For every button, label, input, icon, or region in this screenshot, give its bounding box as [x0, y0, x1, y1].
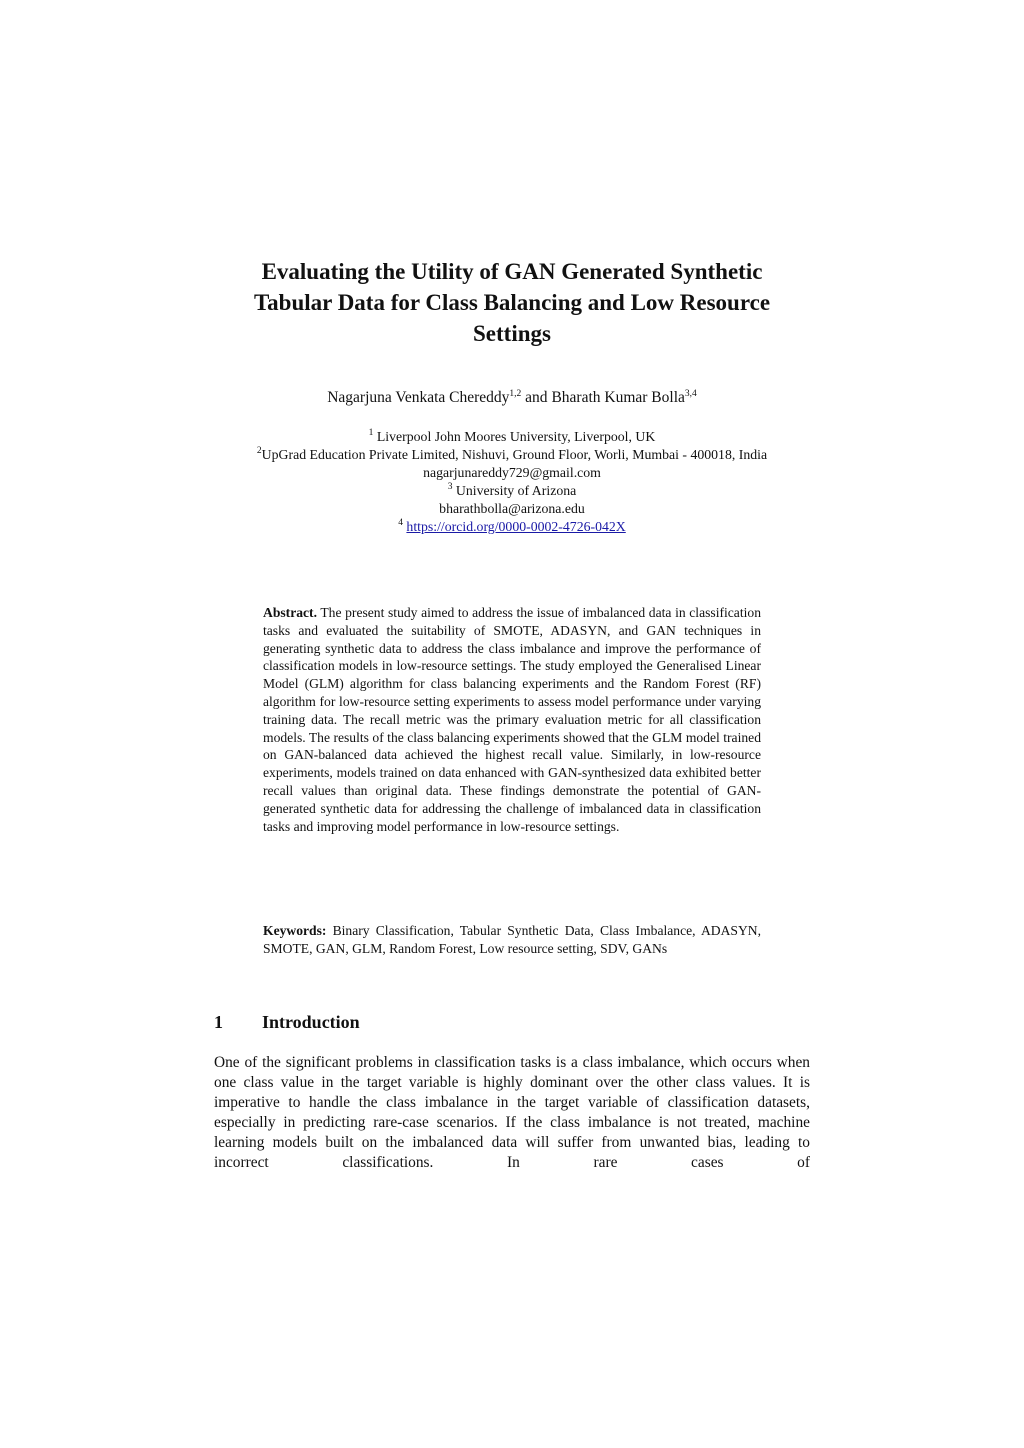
author-affiliation-marker: 3,4	[684, 389, 697, 399]
section-number: 1	[214, 1012, 223, 1032]
affiliations	[150, 428, 874, 536]
intro-paragraph: One of the significant problems in classification tasks is a class imbalance, which occurs when one class value in the target variable is highly dominant over the other class values. It is imperative to handle the class imbalance in the target variable of classification datasets, especially in predicting rare-case scenarios. If the class imbalance is not treated, machine learning models built on the imbalanced data will suffer from unwanted bias, leading to incorrect classifications. In rare cases of	[214, 1054, 810, 1171]
title-line: Settings	[473, 321, 551, 346]
abstract	[263, 604, 761, 835]
affiliation-line	[150, 482, 874, 500]
author-name: Nagarjuna Venkata Chereddy	[327, 389, 510, 406]
author-list	[150, 388, 874, 408]
affiliation-line	[150, 428, 874, 446]
author-name: Bharath Kumar Bolla	[551, 389, 685, 406]
affiliation-text: Liverpool John Moores University, Liverpool, UK	[373, 429, 656, 444]
paper-title	[200, 256, 824, 349]
affiliation-marker: 2	[256, 446, 262, 456]
section-heading	[214, 1011, 810, 1033]
email-line: bharathbolla@arizona.edu	[439, 501, 585, 516]
author-conjunction: and	[521, 389, 552, 406]
orcid-line	[150, 518, 874, 536]
keywords-text: Binary Classification, Tabular Synthetic Data, Class Imbalance, ADASYN, SMOTE, GAN, GLM, Random Forest, Low resource setting, SDV, GANs	[263, 923, 761, 956]
title-line: Tabular Data for Class Balancing and Low Resource	[253, 290, 771, 315]
keywords-label: Keywords:	[263, 923, 327, 938]
section-title: Introduction	[262, 1012, 360, 1032]
keywords	[263, 922, 761, 958]
abstract-label: Abstract.	[263, 605, 317, 620]
orcid-link[interactable]: https://orcid.org/0000-0002-4726-042X	[406, 519, 626, 534]
affiliation-marker: 1	[368, 428, 374, 438]
affiliation-text: UpGrad Education Private Limited, Nishuvi, Ground Floor, Worli, Mumbai - 400018, India	[261, 447, 768, 462]
abstract-text: The present study aimed to address the issue of imbalanced data in classification tasks and evaluated the suitability of SMOTE, ADASYN, and GAN techniques in generating synthetic data to address the class imbalance and improve the performance of classification models in low-resource settings. The study employed the Generalised Linear Model (GLM) algorithm for class balancing experiments and the Random Forest (RF) algorithm for low-resource setting experiments to assess model performance under varying training data. The recall metric was the primary evaluation metric for all classification models. The results of the class balancing experiments showed that the GLM model trained on GAN-balanced data achieved the highest recall value. Similarly, in low-resource experiments, models trained on data enhanced with GAN-synthesized data exhibited better recall values than original data. These findings demonstrate the potential of GAN-generated synthetic data for addressing the challenge of imbalanced data in classification tasks and improving model performance in low-resource settings.	[263, 605, 761, 834]
affiliation-line	[150, 446, 874, 464]
email-line: nagarjunareddy729@gmail.com	[423, 465, 601, 480]
affiliation-marker: 3	[447, 482, 453, 492]
affiliation-text: University of Arizona	[452, 483, 577, 498]
affiliation-marker: 4	[398, 518, 403, 528]
author-affiliation-marker: 1,2	[509, 389, 522, 399]
title-line: Evaluating the Utility of GAN Generated Synthetic	[261, 259, 763, 284]
